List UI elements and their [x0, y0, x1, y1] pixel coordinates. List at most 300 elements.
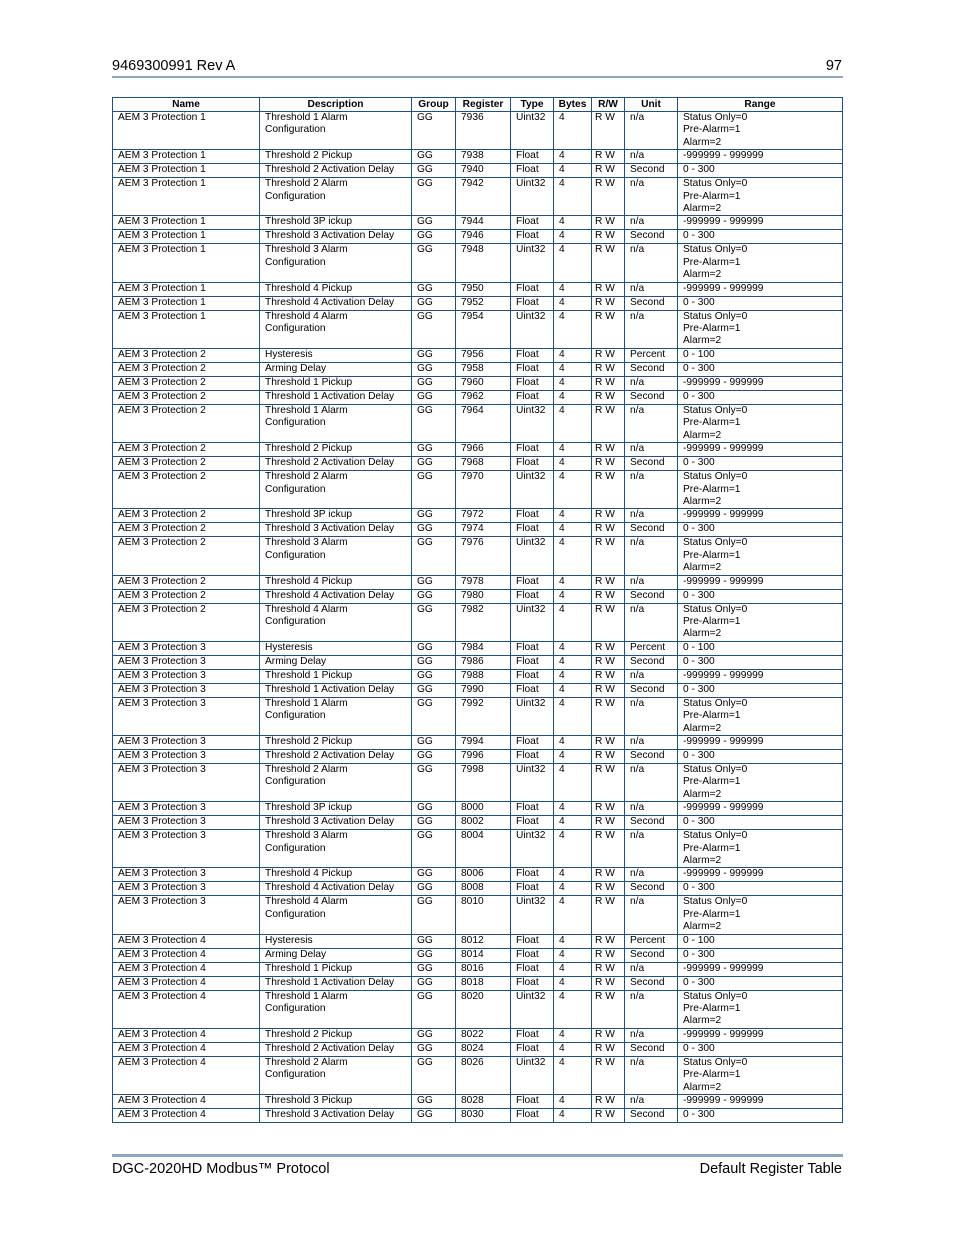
cell-name: AEM 3 Protection 3: [113, 816, 260, 830]
cell-description: Threshold 1 Alarm Configuration: [260, 404, 412, 442]
cell-description: Threshold 1 Alarm Configuration: [260, 990, 412, 1028]
cell-group: GG: [412, 802, 456, 816]
cell-group: GG: [412, 471, 456, 509]
cell-name: AEM 3 Protection 2: [113, 348, 260, 362]
cell-group: GG: [412, 763, 456, 801]
cell-bytes: 4: [554, 641, 592, 655]
cell-type: Uint32: [511, 603, 554, 641]
cell-name: AEM 3 Protection 2: [113, 457, 260, 471]
table-row: [113, 976, 843, 990]
cell-rw: R W: [592, 230, 625, 244]
table-row: [113, 1028, 843, 1042]
cell-group: GG: [412, 749, 456, 763]
table-row: [113, 471, 843, 509]
cell-description: Threshold 4 Pickup: [260, 282, 412, 296]
cell-group: GG: [412, 457, 456, 471]
cell-rw: R W: [592, 1042, 625, 1056]
cell-type: Float: [511, 296, 554, 310]
cell-type: Float: [511, 802, 554, 816]
cell-description: Threshold 3 Alarm Configuration: [260, 537, 412, 575]
cell-group: GG: [412, 948, 456, 962]
cell-register: 7972: [456, 509, 511, 523]
table-row: [113, 150, 843, 164]
cell-register: 7936: [456, 112, 511, 150]
cell-bytes: 4: [554, 310, 592, 348]
cell-range: Status Only=0 Pre-Alarm=1 Alarm=2: [678, 471, 843, 509]
cell-group: GG: [412, 896, 456, 934]
cell-unit: n/a: [625, 962, 678, 976]
cell-bytes: 4: [554, 112, 592, 150]
cell-register: 7946: [456, 230, 511, 244]
cell-name: AEM 3 Protection 4: [113, 1109, 260, 1123]
footer-product-title: DGC-2020HD Modbus™ Protocol: [112, 1161, 330, 1177]
cell-type: Uint32: [511, 471, 554, 509]
cell-bytes: 4: [554, 735, 592, 749]
cell-type: Float: [511, 216, 554, 230]
cell-register: 8028: [456, 1095, 511, 1109]
cell-unit: n/a: [625, 150, 678, 164]
table-row: [113, 1109, 843, 1123]
cell-unit: Second: [625, 976, 678, 990]
cell-type: Uint32: [511, 763, 554, 801]
cell-type: Float: [511, 669, 554, 683]
table-row: [113, 230, 843, 244]
cell-group: GG: [412, 537, 456, 575]
cell-type: Uint32: [511, 404, 554, 442]
table-row: [113, 362, 843, 376]
cell-rw: R W: [592, 976, 625, 990]
cell-name: AEM 3 Protection 3: [113, 763, 260, 801]
cell-name: AEM 3 Protection 3: [113, 749, 260, 763]
cell-group: GG: [412, 509, 456, 523]
cell-unit: Second: [625, 523, 678, 537]
table-row: [113, 896, 843, 934]
cell-range: 0 - 300: [678, 164, 843, 178]
cell-register: 8030: [456, 1109, 511, 1123]
cell-rw: R W: [592, 1095, 625, 1109]
cell-name: AEM 3 Protection 2: [113, 537, 260, 575]
table-row: [113, 164, 843, 178]
cell-group: GG: [412, 641, 456, 655]
cell-type: Float: [511, 457, 554, 471]
cell-group: GG: [412, 230, 456, 244]
cell-type: Float: [511, 164, 554, 178]
cell-register: 8024: [456, 1042, 511, 1056]
cell-group: GG: [412, 589, 456, 603]
cell-bytes: 4: [554, 150, 592, 164]
cell-range: 0 - 300: [678, 683, 843, 697]
cell-type: Float: [511, 1109, 554, 1123]
cell-name: AEM 3 Protection 3: [113, 882, 260, 896]
cell-description: Threshold 4 Alarm Configuration: [260, 603, 412, 641]
cell-rw: R W: [592, 830, 625, 868]
cell-register: 8016: [456, 962, 511, 976]
table-row: [113, 830, 843, 868]
table-row: [113, 244, 843, 282]
cell-description: Arming Delay: [260, 362, 412, 376]
cell-description: Threshold 1 Activation Delay: [260, 683, 412, 697]
cell-unit: Second: [625, 230, 678, 244]
cell-description: Threshold 3 Activation Delay: [260, 230, 412, 244]
cell-bytes: 4: [554, 1042, 592, 1056]
cell-bytes: 4: [554, 509, 592, 523]
cell-type: Float: [511, 443, 554, 457]
cell-unit: n/a: [625, 443, 678, 457]
cell-range: 0 - 100: [678, 934, 843, 948]
table-row: [113, 112, 843, 150]
table-row: [113, 390, 843, 404]
cell-range: Status Only=0 Pre-Alarm=1 Alarm=2: [678, 896, 843, 934]
table-row: [113, 749, 843, 763]
cell-bytes: 4: [554, 816, 592, 830]
cell-group: GG: [412, 244, 456, 282]
cell-description: Threshold 3 Activation Delay: [260, 1109, 412, 1123]
cell-register: 7956: [456, 348, 511, 362]
table-row: [113, 962, 843, 976]
column-header-type: Type: [511, 98, 554, 112]
cell-rw: R W: [592, 282, 625, 296]
cell-rw: R W: [592, 948, 625, 962]
cell-unit: Second: [625, 164, 678, 178]
cell-type: Uint32: [511, 178, 554, 216]
cell-name: AEM 3 Protection 3: [113, 655, 260, 669]
cell-register: 7966: [456, 443, 511, 457]
cell-type: Float: [511, 948, 554, 962]
cell-rw: R W: [592, 1109, 625, 1123]
cell-range: Status Only=0 Pre-Alarm=1 Alarm=2: [678, 697, 843, 735]
cell-name: AEM 3 Protection 2: [113, 443, 260, 457]
cell-bytes: 4: [554, 683, 592, 697]
cell-description: Hysteresis: [260, 348, 412, 362]
cell-group: GG: [412, 150, 456, 164]
column-header-rw: R/W: [592, 98, 625, 112]
cell-description: Threshold 3 Activation Delay: [260, 816, 412, 830]
cell-name: AEM 3 Protection 4: [113, 962, 260, 976]
cell-rw: R W: [592, 457, 625, 471]
cell-register: 7988: [456, 669, 511, 683]
cell-range: -999999 - 999999: [678, 509, 843, 523]
cell-type: Float: [511, 1028, 554, 1042]
cell-range: 0 - 300: [678, 882, 843, 896]
table-row: [113, 934, 843, 948]
cell-register: 8012: [456, 934, 511, 948]
cell-unit: n/a: [625, 990, 678, 1028]
cell-rw: R W: [592, 362, 625, 376]
cell-rw: R W: [592, 763, 625, 801]
cell-group: GG: [412, 376, 456, 390]
cell-description: Threshold 1 Pickup: [260, 669, 412, 683]
cell-type: Uint32: [511, 830, 554, 868]
cell-range: -999999 - 999999: [678, 282, 843, 296]
page-number: 97: [825, 58, 842, 74]
cell-register: 7954: [456, 310, 511, 348]
cell-description: Threshold 2 Alarm Configuration: [260, 763, 412, 801]
cell-bytes: 4: [554, 763, 592, 801]
cell-group: GG: [412, 990, 456, 1028]
cell-bytes: 4: [554, 830, 592, 868]
cell-type: Uint32: [511, 310, 554, 348]
cell-name: AEM 3 Protection 3: [113, 697, 260, 735]
cell-name: AEM 3 Protection 4: [113, 1042, 260, 1056]
cell-register: 8000: [456, 802, 511, 816]
cell-unit: Second: [625, 362, 678, 376]
cell-type: Float: [511, 683, 554, 697]
cell-description: Threshold 3P ickup: [260, 509, 412, 523]
cell-bytes: 4: [554, 537, 592, 575]
cell-type: Float: [511, 523, 554, 537]
cell-register: 8006: [456, 868, 511, 882]
cell-unit: n/a: [625, 669, 678, 683]
cell-name: AEM 3 Protection 3: [113, 669, 260, 683]
cell-range: 0 - 300: [678, 390, 843, 404]
cell-bytes: 4: [554, 802, 592, 816]
cell-unit: Percent: [625, 934, 678, 948]
cell-unit: n/a: [625, 1095, 678, 1109]
cell-name: AEM 3 Protection 1: [113, 282, 260, 296]
cell-name: AEM 3 Protection 1: [113, 150, 260, 164]
cell-type: Float: [511, 1042, 554, 1056]
cell-register: 7964: [456, 404, 511, 442]
cell-type: Uint32: [511, 112, 554, 150]
cell-bytes: 4: [554, 948, 592, 962]
cell-type: Float: [511, 641, 554, 655]
cell-description: Threshold 2 Activation Delay: [260, 749, 412, 763]
cell-type: Uint32: [511, 990, 554, 1028]
table-row: [113, 697, 843, 735]
cell-rw: R W: [592, 816, 625, 830]
cell-description: Threshold 1 Pickup: [260, 962, 412, 976]
cell-name: AEM 3 Protection 3: [113, 830, 260, 868]
cell-type: Uint32: [511, 537, 554, 575]
cell-group: GG: [412, 216, 456, 230]
cell-description: Threshold 2 Alarm Configuration: [260, 471, 412, 509]
table-row: [113, 457, 843, 471]
cell-unit: Percent: [625, 641, 678, 655]
cell-bytes: 4: [554, 230, 592, 244]
cell-rw: R W: [592, 244, 625, 282]
cell-unit: n/a: [625, 735, 678, 749]
cell-rw: R W: [592, 296, 625, 310]
cell-unit: n/a: [625, 603, 678, 641]
cell-register: 7938: [456, 150, 511, 164]
cell-unit: n/a: [625, 763, 678, 801]
cell-range: Status Only=0 Pre-Alarm=1 Alarm=2: [678, 112, 843, 150]
cell-range: -999999 - 999999: [678, 868, 843, 882]
cell-description: Threshold 3 Activation Delay: [260, 523, 412, 537]
column-header-bytes: Bytes: [554, 98, 592, 112]
cell-type: Float: [511, 655, 554, 669]
table-row: [113, 376, 843, 390]
cell-group: GG: [412, 282, 456, 296]
cell-group: GG: [412, 830, 456, 868]
cell-register: 8010: [456, 896, 511, 934]
cell-group: GG: [412, 882, 456, 896]
cell-name: AEM 3 Protection 2: [113, 523, 260, 537]
cell-register: 7998: [456, 763, 511, 801]
cell-description: Threshold 4 Alarm Configuration: [260, 310, 412, 348]
cell-range: 0 - 300: [678, 655, 843, 669]
cell-range: 0 - 300: [678, 296, 843, 310]
cell-rw: R W: [592, 216, 625, 230]
cell-type: Float: [511, 962, 554, 976]
cell-unit: Second: [625, 816, 678, 830]
cell-type: Float: [511, 348, 554, 362]
cell-group: GG: [412, 868, 456, 882]
cell-description: Threshold 2 Pickup: [260, 150, 412, 164]
cell-description: Threshold 1 Alarm Configuration: [260, 697, 412, 735]
cell-description: Threshold 2 Activation Delay: [260, 164, 412, 178]
cell-range: Status Only=0 Pre-Alarm=1 Alarm=2: [678, 178, 843, 216]
table-row: [113, 669, 843, 683]
cell-rw: R W: [592, 112, 625, 150]
cell-bytes: 4: [554, 934, 592, 948]
cell-description: Threshold 1 Pickup: [260, 376, 412, 390]
cell-unit: Second: [625, 948, 678, 962]
cell-register: 7970: [456, 471, 511, 509]
cell-register: 7996: [456, 749, 511, 763]
cell-register: 7974: [456, 523, 511, 537]
cell-unit: Second: [625, 589, 678, 603]
cell-description: Threshold 4 Pickup: [260, 575, 412, 589]
table-row: [113, 296, 843, 310]
cell-name: AEM 3 Protection 4: [113, 1028, 260, 1042]
cell-group: GG: [412, 1095, 456, 1109]
cell-group: GG: [412, 390, 456, 404]
cell-range: 0 - 300: [678, 816, 843, 830]
cell-bytes: 4: [554, 1028, 592, 1042]
cell-rw: R W: [592, 683, 625, 697]
cell-register: 7952: [456, 296, 511, 310]
cell-type: Float: [511, 589, 554, 603]
cell-name: AEM 3 Protection 1: [113, 230, 260, 244]
cell-group: GG: [412, 575, 456, 589]
cell-bytes: 4: [554, 896, 592, 934]
cell-description: Threshold 3 Pickup: [260, 1095, 412, 1109]
cell-range: 0 - 300: [678, 230, 843, 244]
cell-bytes: 4: [554, 1095, 592, 1109]
cell-range: -999999 - 999999: [678, 962, 843, 976]
cell-range: -999999 - 999999: [678, 735, 843, 749]
cell-rw: R W: [592, 882, 625, 896]
cell-range: -999999 - 999999: [678, 1028, 843, 1042]
cell-unit: Percent: [625, 348, 678, 362]
cell-unit: n/a: [625, 216, 678, 230]
cell-bytes: 4: [554, 390, 592, 404]
table-row: [113, 641, 843, 655]
cell-description: Threshold 2 Alarm Configuration: [260, 178, 412, 216]
cell-unit: Second: [625, 1109, 678, 1123]
cell-rw: R W: [592, 376, 625, 390]
cell-rw: R W: [592, 310, 625, 348]
cell-bytes: 4: [554, 697, 592, 735]
cell-unit: Second: [625, 457, 678, 471]
cell-rw: R W: [592, 655, 625, 669]
page-header: [112, 56, 842, 76]
cell-group: GG: [412, 310, 456, 348]
cell-description: Threshold 4 Alarm Configuration: [260, 896, 412, 934]
cell-register: 7982: [456, 603, 511, 641]
cell-range: 0 - 300: [678, 523, 843, 537]
table-row: [113, 178, 843, 216]
cell-type: Float: [511, 1095, 554, 1109]
table-row: [113, 404, 843, 442]
cell-register: 7984: [456, 641, 511, 655]
cell-name: AEM 3 Protection 4: [113, 1095, 260, 1109]
cell-unit: n/a: [625, 896, 678, 934]
cell-name: AEM 3 Protection 2: [113, 376, 260, 390]
cell-register: 7948: [456, 244, 511, 282]
cell-unit: n/a: [625, 244, 678, 282]
cell-type: Float: [511, 749, 554, 763]
cell-description: Threshold 3P ickup: [260, 802, 412, 816]
cell-description: Threshold 3 Alarm Configuration: [260, 244, 412, 282]
column-header-range: Range: [678, 98, 843, 112]
cell-unit: n/a: [625, 697, 678, 735]
cell-group: GG: [412, 735, 456, 749]
cell-type: Uint32: [511, 1056, 554, 1094]
cell-name: AEM 3 Protection 3: [113, 868, 260, 882]
cell-register: 8014: [456, 948, 511, 962]
cell-register: 7986: [456, 655, 511, 669]
table-header-row: [113, 98, 843, 112]
cell-unit: Second: [625, 390, 678, 404]
cell-name: AEM 3 Protection 4: [113, 976, 260, 990]
table-row: [113, 763, 843, 801]
cell-group: GG: [412, 962, 456, 976]
cell-bytes: 4: [554, 164, 592, 178]
cell-unit: n/a: [625, 802, 678, 816]
cell-name: AEM 3 Protection 1: [113, 310, 260, 348]
cell-name: AEM 3 Protection 2: [113, 575, 260, 589]
cell-type: Float: [511, 150, 554, 164]
cell-bytes: 4: [554, 749, 592, 763]
cell-register: 8002: [456, 816, 511, 830]
cell-description: Threshold 4 Activation Delay: [260, 589, 412, 603]
register-table: [112, 97, 843, 1123]
cell-bytes: 4: [554, 976, 592, 990]
cell-description: Threshold 2 Pickup: [260, 1028, 412, 1042]
table-row: [113, 1042, 843, 1056]
column-header-register: Register: [456, 98, 511, 112]
cell-bytes: 4: [554, 348, 592, 362]
table-row: [113, 948, 843, 962]
cell-bytes: 4: [554, 882, 592, 896]
cell-bytes: 4: [554, 443, 592, 457]
cell-group: GG: [412, 164, 456, 178]
cell-rw: R W: [592, 669, 625, 683]
table-row: [113, 868, 843, 882]
header-divider: [112, 76, 843, 78]
column-header-name: Name: [113, 98, 260, 112]
cell-rw: R W: [592, 589, 625, 603]
cell-unit: n/a: [625, 282, 678, 296]
cell-unit: n/a: [625, 376, 678, 390]
cell-range: Status Only=0 Pre-Alarm=1 Alarm=2: [678, 404, 843, 442]
cell-range: -999999 - 999999: [678, 376, 843, 390]
cell-bytes: 4: [554, 178, 592, 216]
cell-range: 0 - 300: [678, 362, 843, 376]
cell-range: 0 - 300: [678, 1109, 843, 1123]
cell-rw: R W: [592, 1056, 625, 1094]
cell-rw: R W: [592, 164, 625, 178]
cell-type: Float: [511, 362, 554, 376]
cell-unit: Second: [625, 296, 678, 310]
cell-description: Threshold 1 Activation Delay: [260, 976, 412, 990]
cell-bytes: 4: [554, 457, 592, 471]
cell-name: AEM 3 Protection 2: [113, 471, 260, 509]
cell-type: Float: [511, 882, 554, 896]
cell-rw: R W: [592, 868, 625, 882]
